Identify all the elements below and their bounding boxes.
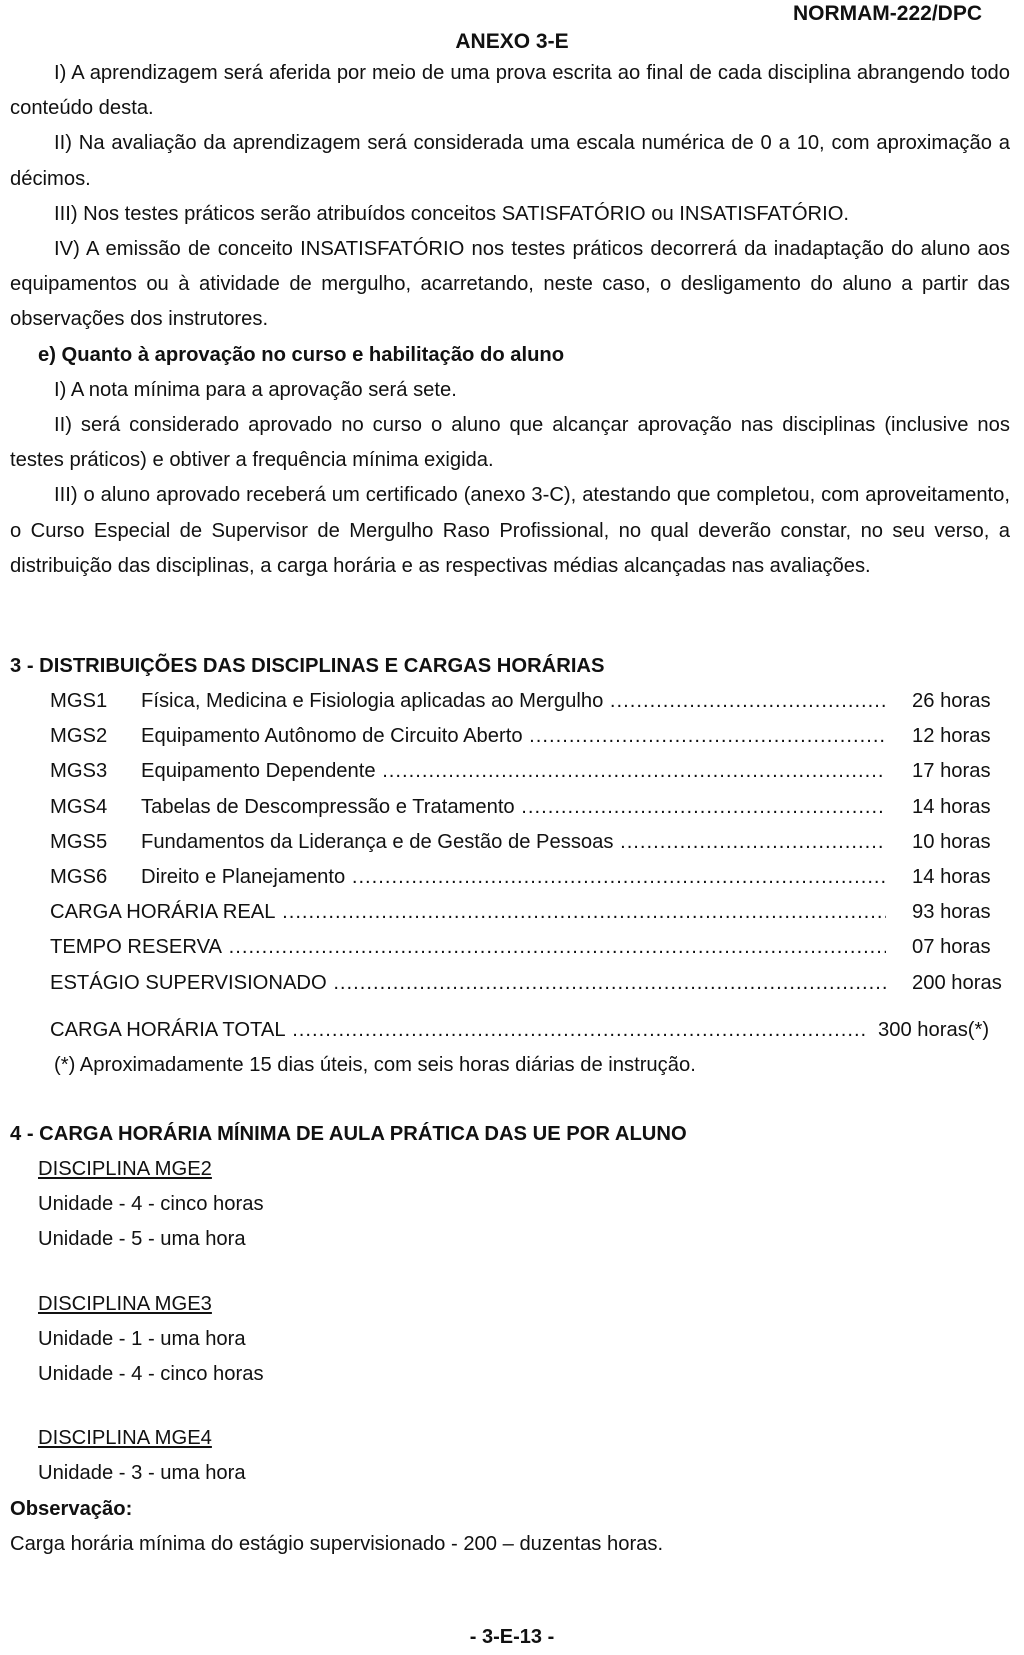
section-3-title: 3 - DISTRIBUIÇÕES DAS DISCIPLINAS E CARGAS HORÁRIAS [10,655,605,677]
discipline-group-title: DISCIPLINA MGE3 [38,1292,212,1315]
discipline-group-title: DISCIPLINA MGE4 [38,1427,212,1450]
summary-row [10,930,1010,965]
discipline-code: MGS4 [50,795,108,818]
discipline-code: MGS3 [50,760,108,783]
section-4-title: 4 - CARGA HORÁRIA MÍNIMA DE AULA PRÁTICA DAS UE POR ALUNO [10,1123,687,1145]
discipline-hours: 12 horas [912,725,991,748]
discipline-name: Direito e Planejamento ..... [141,860,886,895]
unit-line: Unidade - 4 - cinco horas [38,1363,264,1386]
discipline-hours: 26 horas [912,690,991,712]
discipline-row [10,825,1010,860]
summary-hours: 07 horas [912,936,991,959]
practical-hours-section [10,1117,1010,1562]
summary-hours: 93 horas [912,901,991,924]
discipline-name: Tabelas de Descompressão e Tratamento ..... [141,790,886,825]
total-label: CARGA HORÁRIA TOTAL ..... [50,1013,868,1048]
evaluation-text [10,56,1010,584]
summary-hours: 200 horas [912,971,1002,994]
total-row [10,1013,1010,1048]
summary-label: TEMPO RESERVA ..... [50,930,886,965]
discipline-row [10,754,1010,789]
summary-row [10,966,1010,1001]
unit-line: Unidade - 5 - uma hora [38,1228,246,1251]
discipline-name: Equipamento Autônomo de Circuito Aberto ..... [141,719,886,754]
paragraph: III) o aluno aprovado receberá um certificado (anexo 3-C), atestando que completou, com aproveitamento, o Curso Especial de Supervisor de Mergulho Raso Profissional, no qual deverão constar, no seu verso, a distribuição das disciplinas, a carga horária e as respectivas médias alcançadas nas avaliações. [10,484,1010,577]
approval-subheading: e) Quanto à aprovação no curso e habilitação do aluno [38,343,565,366]
discipline-row [10,860,1010,895]
summary-row [10,895,1010,930]
discipline-code: MGS6 [50,865,108,888]
summary-label: CARGA HORÁRIA REAL ..... [50,895,886,930]
discipline-hours: 10 horas [912,830,991,853]
discipline-code: MGS5 [50,830,108,853]
discipline-hours: 14 horas [912,795,991,818]
discipline-group [10,1421,1010,1491]
discipline-name: Equipamento Dependente ..... [141,754,886,789]
hours-distribution-section [10,649,1010,1083]
paragraph: III) Nos testes práticos serão atribuídos conceitos SATISFATÓRIO ou INSATISFATÓRIO. [54,202,850,225]
discipline-hours: 14 horas [912,865,991,888]
discipline-group [10,1287,1010,1393]
annex-title: ANEXO 3-E [455,30,569,53]
hours-footnote: (*) Aproximadamente 15 dias úteis, com seis horas diárias de instrução. [54,1053,696,1076]
paragraph: I) A aprendizagem será aferida por meio de uma prova escrita ao final de cada disciplina abrangendo todo conteúdo desta. [10,62,1010,120]
unit-line: Unidade - 3 - uma hora [38,1462,246,1485]
unit-line: Unidade - 1 - uma hora [38,1327,246,1350]
discipline-row [10,684,1010,719]
summary-label: ESTÁGIO SUPERVISIONADO ..... [50,966,886,1001]
page-number: - 3-E-13 - [469,1626,555,1648]
total-hours: 300 horas(*) [878,1018,990,1041]
paragraph: IV) A emissão de conceito INSATISFATÓRIO nos testes práticos decorrerá da inadaptação do aluno aos equipamentos ou à atividade de mergulho, acarretando, neste caso, o desligamento do aluno a partir das observações dos instrutores. [10,238,1010,331]
document-code: NORMAM-222/DPC [792,2,982,25]
discipline-code: MGS1 [50,690,108,712]
paragraph: I) A nota mínima para a aprovação será sete. [54,378,457,401]
discipline-name: Fundamentos da Liderança e de Gestão de Pessoas ..... [141,825,886,860]
discipline-hours: 17 horas [912,760,991,783]
observation-text: Carga horária mínima do estágio supervisionado - 200 – duzentas horas. [10,1532,664,1555]
discipline-group [10,1152,1010,1258]
paragraph: II) será considerado aprovado no curso o aluno que alcançar aprovação nas disciplinas (inclusive nos testes práticos) e obtiver a frequência mínima exigida. [10,414,1010,472]
discipline-row [10,719,1010,754]
paragraph: II) Na avaliação da aprendizagem será considerada uma escala numérica de 0 a 10, com aproximação a décimos. [10,132,1010,190]
unit-line: Unidade - 4 - cinco horas [38,1193,264,1216]
discipline-name: Física, Medicina e Fisiologia aplicadas ao Mergulho ..... [141,684,886,719]
observation-label: Observação: [10,1497,133,1520]
discipline-code: MGS2 [50,725,108,748]
discipline-group-title: DISCIPLINA MGE2 [38,1158,212,1180]
discipline-row [10,790,1010,825]
